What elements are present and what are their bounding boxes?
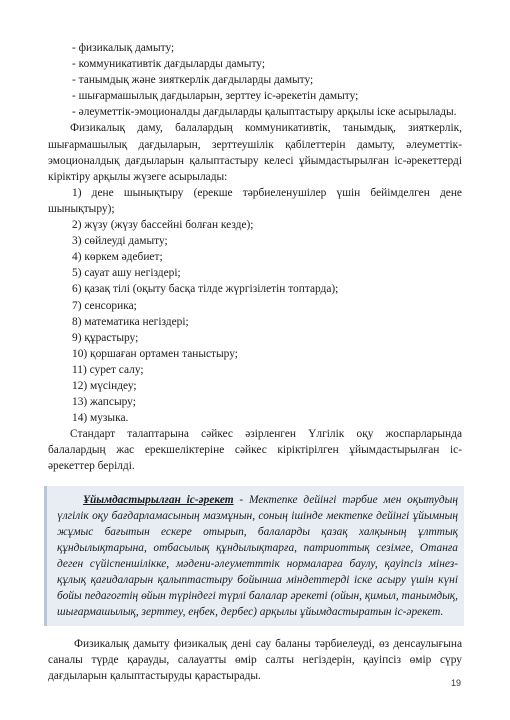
numbered-item: 6) қазақ тілі (оқыту басқа тілде жүргізілетін топтарда);	[72, 283, 339, 296]
page-number: 19	[451, 678, 462, 688]
list-item: - танымдық және зияткерлік дағдыларды дамыту;	[72, 74, 314, 87]
page-content	[48, 40, 462, 685]
numbered-item: 3) сөйлеуді дамыту;	[72, 235, 168, 248]
definition-body: - Мектепке дейінгі тәрбие мен оқытудың үлгілік оқу бағдарламасының мазмұнын, соның ішінде мектепке дейінгі ұйымның жұмыс бағытын ескере отырып, балаларды қазақ халқының ұлттық құндылықтарына, отбасылық құндылықтарға, патриоттық сезімге, Отанға деген сүйіспеншілікке, мәдени-әлеуметттік нормаларға баулу, қауіпсіз мінез-құлық қағидаларын қалыптастыру бойынша міндеттерді іске асыру үшін күні бойы педагогтің өйын түріндегі түрлі балалар әрекеті (ойын, қимыл, танымдық, шығармашылық, зерттеу, еңбек, дербес) арқылы ұйымдастыратын іс-әрекет.	[57, 493, 458, 619]
numbered-item: 5) сауат ашу негіздері;	[72, 267, 181, 280]
numbered-item: 7) сенсорика;	[72, 299, 137, 312]
definition-term: Ұйымдастырылған іс-әрекет	[83, 493, 234, 506]
numbered-item: 14) музыка.	[72, 412, 129, 425]
numbered-item: 2) жүзу (жүзу бассейні болған кезде);	[72, 219, 254, 232]
list-item: - коммуникативтік дағдыларды дамыту;	[72, 58, 265, 71]
numbered-item: 9) құрастыру;	[72, 331, 139, 344]
definition-text	[57, 492, 458, 621]
paragraph-intro: Физикалық даму, балалардың коммуникативтік, танымдық, зияткерлік, шығармашылық дағдыларын, зерттеушілік қабілеттерін дамыту, әлеуметтік-эмоционалдық дағдыларын қалыптастыру келесі ұйымдастырылған іс-әрекеттерді кіріктіру арқылы жүзеге асырылады:	[48, 122, 462, 183]
paragraph-physical: Физикалық дамыту физикалық дені сау баланы тәрбиелеуді, өз денсаулығына саналы түрде қарауды, салауатты өмір салты негіздерін, қауіпсіз өмір сүру дағдыларын қалыптастыруды қарастырады.	[48, 638, 462, 683]
numbered-item: 1) дене шынықтыру (ерекше тәрбиеленушілер үшін бейімделген дене шынықтыру);	[48, 186, 462, 215]
numbered-item: 12) мүсіндеу;	[72, 379, 137, 392]
numbered-item: 11) сурет салу;	[72, 363, 144, 376]
list-item: - физикалық дамыту;	[72, 42, 175, 54]
numbered-item: 4) көркем әдебиет;	[72, 251, 163, 264]
list-item: - әлеуметтік-эмоционалды дағдыларды қалыптастыру арқылы іске асырылады.	[72, 106, 457, 119]
definition-box	[44, 486, 464, 627]
numbered-item: 8) математика негіздері;	[72, 315, 189, 328]
paragraph-standard: Стандарт талаптарына сәйкес әзірленген Үлгілік оқу жоспарларында балалардың жас ерекшеліктеріне сәйкес кіріктірілген ұйымдастырылған іс-әрекеттер берілді.	[48, 428, 462, 473]
numbered-item: 13) жапсыру;	[72, 396, 136, 409]
numbered-item: 10) қоршаған ортамен таныстыру;	[72, 347, 238, 360]
list-item: - шығармашылық дағдыларын, зерттеу іс-әрекетін дамыту;	[72, 90, 359, 103]
